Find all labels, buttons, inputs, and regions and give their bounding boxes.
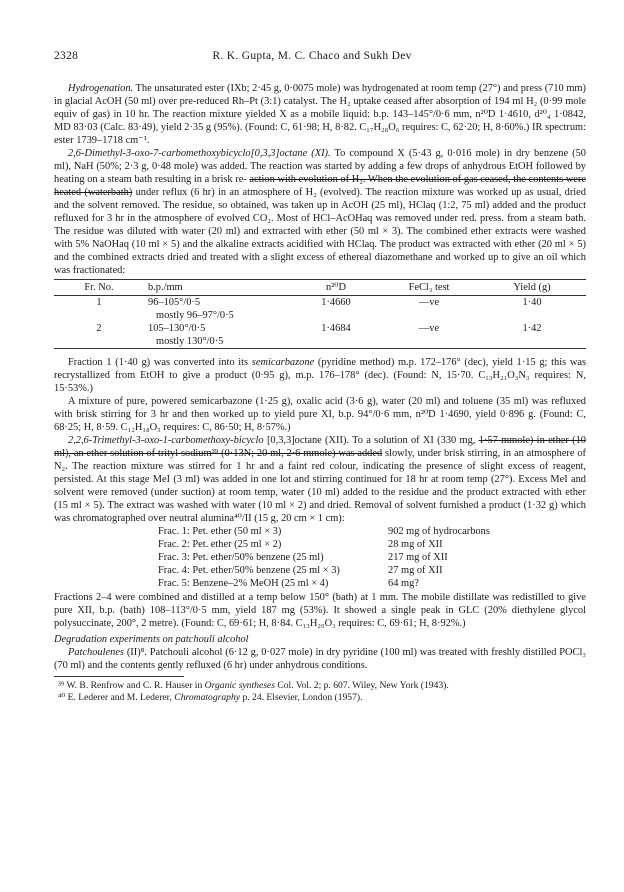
frac-label: Frac. 3: Pet. ether/50% benzene (25 ml): [158, 552, 324, 563]
col-header-refractive-index: n²⁰D: [292, 280, 380, 296]
hydrogenation-heading: Hydrogenation.: [68, 83, 134, 94]
cell-bp-range: 105–130°/0·5: [148, 323, 206, 334]
footnote-39: [54, 680, 586, 692]
list-item: [158, 551, 490, 564]
hydrogenation-text: The unsaturated ester (IXb; 2·45 g, 0·0075 mole) was hydrogenated at room temp (27°) and press (710 mm) in glacial AcOH (50 ml) over pre-reduced Rh–Pt (3:1) catalyst. The H₂ uptake ceased after absorption of 194 ml H₂ (0·99 mole equiv of gas) in 10 hr. The reaction mixture yielded X as a mobile liquid: b.p. 143–145°/0·6 mm, n²⁰D 1·4610, d²⁰₄ 1·0842, MD 83·03 (Calc. 83·49), yield 2·35 g (95%). (Found: C, 61·98; H, 8·82. C₁₇H₂₈O₆ requires: C, 62·20; H, 8·60%.) IR spectrum: ester 1739–1718 cm⁻¹.: [54, 83, 586, 146]
cell-bp: [144, 322, 292, 349]
cell-fr-no: 2: [54, 322, 144, 349]
compound-xii-text-b: slowly, under brisk stirring, in an atmosphere of N₂. The reaction mixture was stirred for 1 hr and a faint red colour, indicating the presence of slight excess of reagent, persisted. At this stage MeI (3 ml) was added in one lot and stirring continued for 18 hr at room temp (27°). Excess MeI and solvent were removed (under suction) at room temp, water (10 ml) added to the residue and the product extracted with ether (15 ml × 5). The extract was washed with water (10 ml × 2) and dried. Removal of solvent furnished a product (1·32 g) which was chromatographed over neutral alumina⁴⁰/II (15 g, 20 cm × 1 cm):: [54, 448, 587, 524]
cell-fecl3-test: —ve: [418, 297, 440, 308]
col-header-fecl3-test: FeCl₃ test: [380, 280, 478, 296]
compound-xi-text-b: under reflux (6 hr) in an atmosphere of H₂ (evolved). The reaction mixture was worked up as usual, dried and the solvent removed. The residue, so obtained, was taken up in AcOH (25 ml), HClaq (1:2, 75 ml) added and the product refluxed for 3 hr in the atmosphere of evolved CO₂. Most of HCl–AcOHaq was removed under red. press. from a steam bath. The residue was diluted with water (20 ml) and extracted with ether (50 ml × 3). The combined ether extracts were washed with 5% NaOHaq (10 ml × 5) and the alkaline extracts acidified with HClaq. The product was extracted with ether (20 ml × 5) and the combined extracts dried and treated with a slight excess of ethereal diazomethane and worked up to give an oil which was fractionated:: [54, 187, 586, 276]
semicarbazone-text-b: (pyridine method) m.p. 172–176° (dec), yield 1·15 g; this was recrystallized from EtOH to give a product (0·95 g), m.p. 176–178° (dec). (Found: N, 15·70. C₁₃H₂₁O₃N₃ requires: N, 15·53%.): [54, 357, 586, 394]
running-title: R. K. Gupta, M. C. Chaco and Sukh Dev: [212, 50, 412, 62]
cell-yield: 1·42: [478, 322, 586, 349]
compound-xii-struck-line: 1·57 mmole) in ether (10 ml), an ether solution of trityl sodium³⁹ (0·13N; 20 ml, 2·6 mmole) was added: [54, 435, 586, 459]
cell-bp-note: mostly 96–97°/0·5: [156, 310, 234, 321]
cell-fr-no: 1: [96, 297, 102, 308]
list-item: [158, 577, 490, 590]
compound-xii-name-tail: [0,3,3]octane (XII).: [263, 435, 350, 446]
frac-label: Frac. 2: Pet. ether (25 ml × 2): [158, 539, 282, 550]
page-number: 2328: [54, 50, 79, 62]
footnote-divider: [54, 676, 184, 677]
cell-bp-note: mostly 130°/0·5: [156, 336, 224, 347]
col-header-bp: b.p./mm: [144, 280, 292, 296]
footnote-text-b: Col. Vol. 2; p. 607. Wiley, New York (1943).: [274, 680, 449, 691]
footnote-text-b: p. 24. Elsevier, London (1957).: [240, 692, 363, 703]
semicarbazone-paragraph: [54, 356, 586, 395]
footnote-text-a: E. Lederer and M. Lederer,: [65, 692, 175, 703]
degradation-heading: Degradation experiments on patchouli alcohol: [54, 634, 249, 645]
frac-label: Frac. 4: Pet. ether/50% benzene (25 ml × 3): [158, 565, 340, 576]
fraction-table: [54, 279, 586, 349]
table-row: [54, 322, 586, 349]
compound-xi-struck-line: action with evolution of H₂. When the evolution of gas ceased, the contents were heated (waterbath): [54, 174, 586, 198]
footnote-italic: Chromatography: [174, 692, 241, 703]
table-row: [54, 296, 586, 323]
semicarbazone-text-a: Fraction 1 (1·40 g) was converted into its: [68, 357, 252, 368]
mixture-paragraph: A mixture of pure, powered semicarbazone (1·25 g), oxalic acid (3·6 g), water (20 ml) and toluene (35 ml) was refluxed with brisk stirring for 3 hr and then worked up to yield pure XI, b.p. 94°/0·6 mm, n²⁰D 1·4690, yield 0·896 g. (Found: C, 68·25; H, 8·59. C₁₂H₁₈O₃ requires: C, 86·50; H, 8·57%.): [54, 396, 586, 433]
cell-yield: 1·40: [522, 297, 542, 308]
cell-fecl3-test: —ve: [380, 322, 478, 349]
compound-xi-text-a: To compound X (5·43 g, 0·016 mole) in dry benzene (50 ml), NaH (50%; 2·3 g, 0·48 mole) was added. The reaction was started by adding a few drops of anhydrous EtOH followed by heating on a steam bath resulting in a brisk re-: [54, 148, 586, 185]
footnote-mark: ³⁹: [58, 680, 65, 691]
list-item: [158, 564, 490, 577]
cell-bp-range: 96–105°/0·5: [148, 297, 201, 308]
cell-refractive-index: 1·4684: [292, 322, 380, 349]
frac-label: Frac. 1: Pet. ether (50 ml × 3): [158, 526, 282, 537]
frac-result: 64 mg?: [388, 578, 419, 589]
frac-result: 902 mg of hydrocarbons: [388, 526, 490, 537]
page-header: [54, 50, 586, 62]
journal-page: [54, 50, 586, 704]
patchoulenes-paragraph: [54, 646, 586, 672]
fraction-table-header-row: [54, 280, 586, 296]
compound-xii-paragraph: [54, 434, 586, 525]
fractions-combined-paragraph: Fractions 2–4 were combined and distilled at a temp below 150° (bath) at 1 mm. The mobile distillate was redistilled to give pure XII, b.p. (bath) 108–113°/0·5 mm, yield 187 mg (53%). It showed a single peak in GLC (20% diethylene glycol polysuccinate, 200°, 2 metre). (Found: C, 69·61; H, 8·84. C₁₃H₂₀O₃ requires: C, 69·61; H, 8·92%.): [54, 592, 586, 629]
footnote-text-a: W. B. Renfrow and C. R. Hauser in: [64, 680, 205, 691]
patchoulenes-text: Patchouli alcohol (6·12 g, 0·027 mole) in dry pyridine (100 ml) was treated with freshly distilled POCl₃ (70 ml) and the contents gently refluxed (6 hr) under anhydrous conditions.: [54, 647, 586, 671]
compound-xi-paragraph: [54, 147, 586, 277]
frac-label: Frac. 5: Benzene–2% MeOH (25 ml × 4): [158, 578, 329, 589]
compound-xii-name: 2,2,6-Trimethyl-3-oxo-1-carbomethoxy-bicyclo: [68, 435, 264, 446]
chromatography-table: [158, 525, 490, 590]
footnote-italic: Organic syntheses: [204, 680, 275, 691]
col-header-yield: Yield (g): [478, 280, 586, 296]
frac-result: 217 mg of XII: [388, 552, 448, 563]
semicarbazone-italic: semicarbazone: [251, 357, 315, 368]
list-item: [158, 538, 490, 551]
cell-bp: [144, 296, 292, 323]
frac-result: 27 mg of XII: [388, 565, 443, 576]
hydrogenation-paragraph: [54, 82, 586, 147]
patchoulenes-ref: (II)⁸.: [123, 647, 147, 658]
frac-result: 28 mg of XII: [388, 539, 443, 550]
footnote-40: [54, 692, 586, 704]
col-header-fr-no: Fr. No.: [54, 280, 144, 296]
cell-refractive-index: 1·4660: [321, 297, 351, 308]
footnote-mark: ⁴⁰: [58, 692, 66, 703]
compound-xi-name: 2,6-Dimethyl-3-oxo-7-carbomethoxybicyclo[0,3,3]octane (XI).: [68, 148, 331, 159]
patchoulenes-heading: Patchoulenes: [68, 647, 124, 658]
compound-xii-text-a: To a solution of XI (330 mg,: [352, 435, 476, 446]
list-item: [158, 525, 490, 538]
